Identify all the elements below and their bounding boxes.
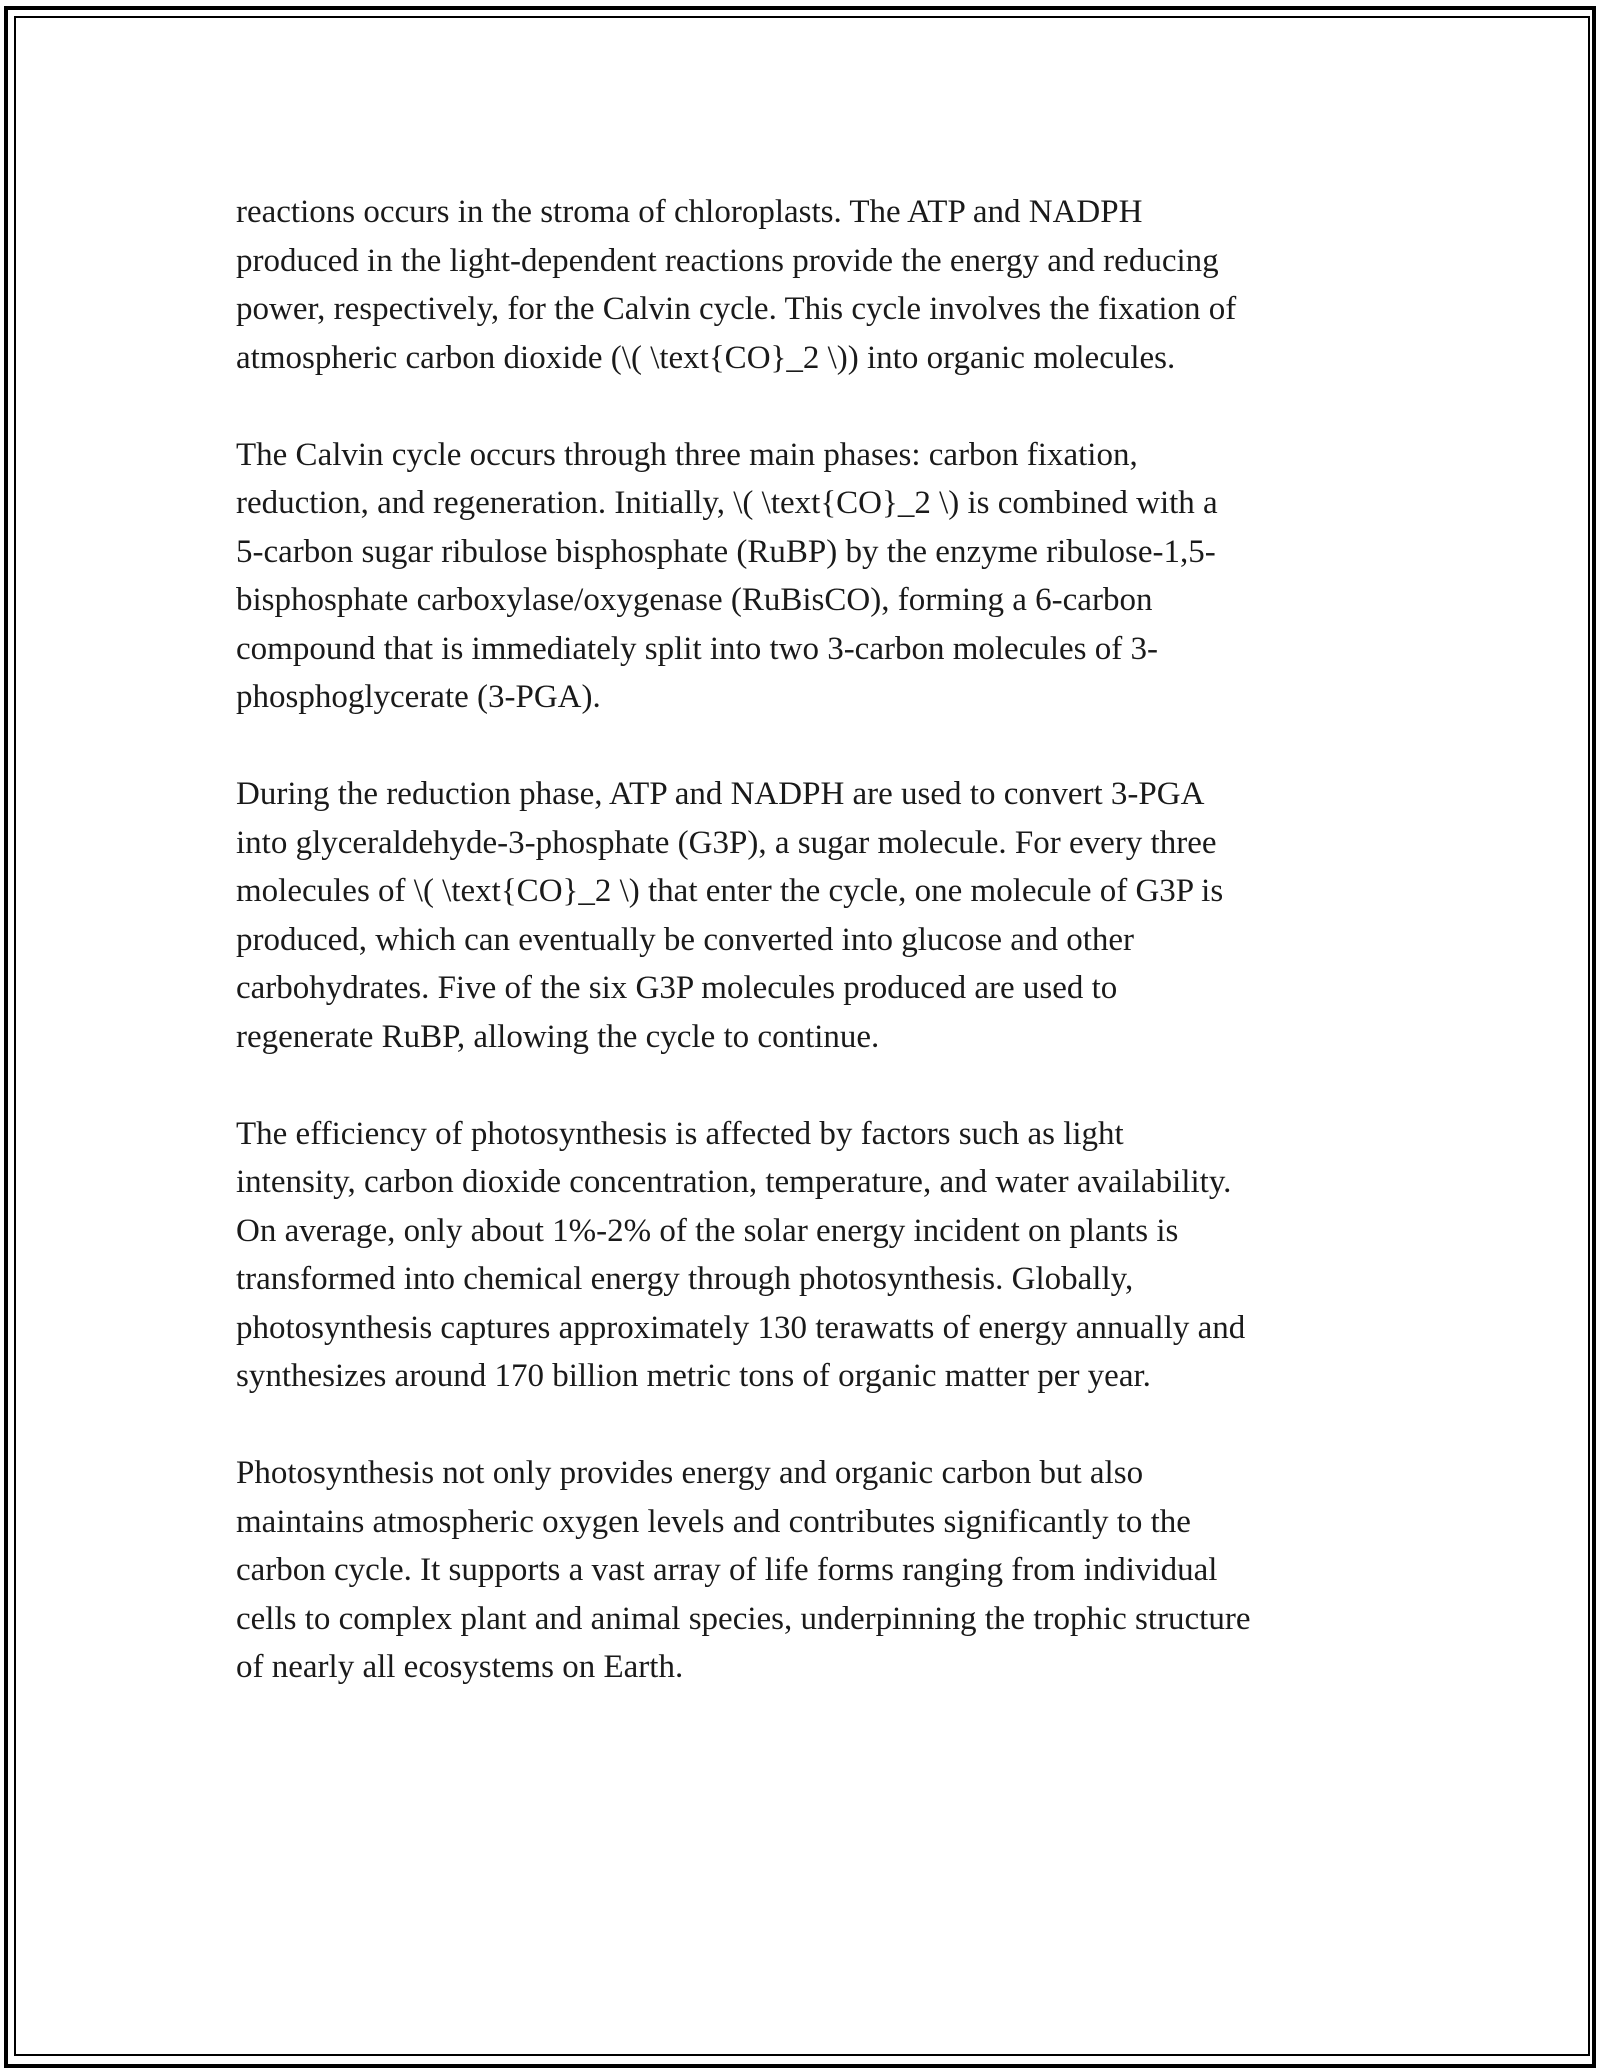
text-line: intensity, carbon dioxide concentration, temperature, and water availability.: [236, 1164, 1232, 1200]
document-body: [236, 188, 1366, 1740]
text-line: During the reduction phase, ATP and NADPH are used to convert 3-PGA: [236, 776, 1205, 812]
text-line: transformed into chemical energy through photosynthesis. Globally,: [236, 1261, 1134, 1297]
text-line: compound that is immediately split into two 3-carbon molecules of 3-: [236, 630, 1158, 667]
paragraph-reduction-phase: [236, 770, 1366, 1061]
paragraph-significance: [236, 1449, 1366, 1692]
text-line: carbohydrates. Five of the six G3P molecules produced are used to: [236, 970, 1118, 1006]
text-line: phosphoglycerate (3-PGA).: [236, 679, 601, 715]
text-line: cells to complex plant and animal species, underpinning the trophic structure: [236, 1600, 1251, 1637]
text-line: produced in the light-dependent reactions provide the energy and reducing: [236, 242, 1219, 279]
text-line: synthesizes around 170 billion metric tons of organic matter per year.: [236, 1358, 1151, 1394]
paragraph-calvin-phases: [236, 431, 1366, 722]
text-line: regenerate RuBP, allowing the cycle to continue.: [236, 1018, 880, 1055]
text-line: into glyceraldehyde-3-phosphate (G3P), a sugar molecule. For every three: [236, 824, 1217, 861]
text-line: produced, which can eventually be converted into glucose and other: [236, 921, 1135, 958]
text-line: of nearly all ecosystems on Earth.: [236, 1649, 684, 1685]
text-line: The efficiency of photosynthesis is affected by factors such as light: [236, 1115, 1124, 1152]
paragraph-efficiency: [236, 1110, 1366, 1401]
text-line: The Calvin cycle occurs through three main phases: carbon fixation,: [236, 436, 1138, 473]
paragraph-calvin-intro: [236, 188, 1366, 382]
text-line: Photosynthesis not only provides energy and organic carbon but also: [236, 1455, 1144, 1491]
text-line: maintains atmospheric oxygen levels and contributes significantly to the: [236, 1503, 1191, 1540]
text-line: reactions occurs in the stroma of chloroplasts. The ATP and NADPH: [236, 194, 1143, 230]
text-line: molecules of \( \text{CO}_2 \) that enter the cycle, one molecule of G3P is: [236, 873, 1224, 909]
text-line: atmospheric carbon dioxide (\( \text{CO}_2 \)) into organic molecules.: [236, 339, 1176, 376]
text-line: carbon cycle. It supports a vast array of life forms ranging from individual: [236, 1552, 1218, 1588]
text-line: reduction, and regeneration. Initially, \( \text{CO}_2 \) is combined with a: [236, 485, 1218, 521]
text-line: power, respectively, for the Calvin cycle. This cycle involves the fixation of: [236, 291, 1237, 327]
text-line: photosynthesis captures approximately 130 terawatts of energy annually and: [236, 1309, 1246, 1346]
text-line: bisphosphate carboxylase/oxygenase (RuBisCO), forming a 6-carbon: [236, 582, 1153, 618]
text-line: On average, only about 1%-2% of the solar energy incident on plants is: [236, 1212, 1179, 1249]
text-line: 5-carbon sugar ribulose bisphosphate (RuBP) by the enzyme ribulose-1,5-: [236, 533, 1216, 570]
